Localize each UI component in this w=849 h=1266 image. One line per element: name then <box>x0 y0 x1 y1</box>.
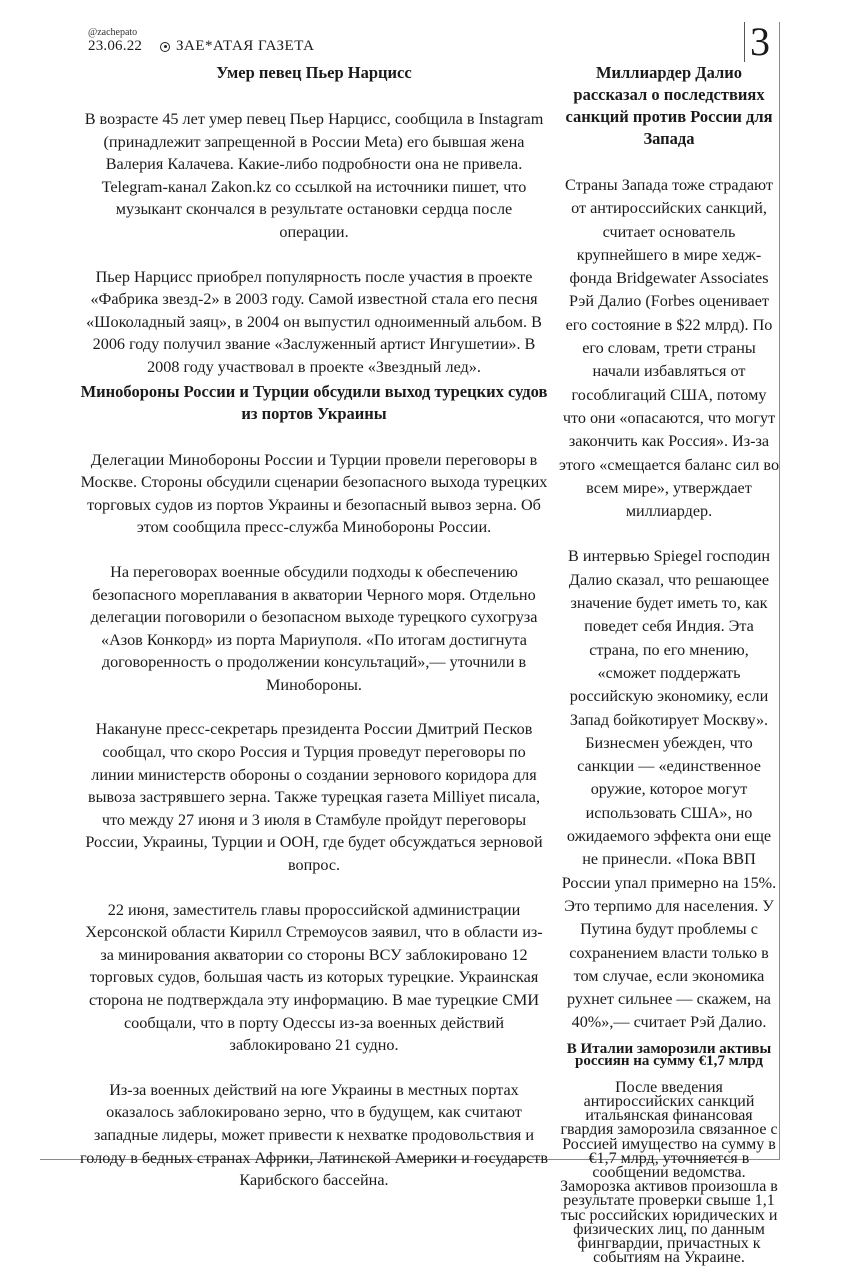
page-number: 3 <box>750 19 770 64</box>
article-paragraph: Страны Запада тоже страдают от антироссийских санкций, считает основатель крупнейшего в мире хедж-фонда Bridgewater Associates Рэй Далио (Forbes оценивает его состояние в $22 млрд). По его словам, трети страны начали избавляться от гособлигаций США, потому что они «опасаются, что могут закончить как Россия». Из-за этого «смещается баланс сил во всем мире», утверждает миллиардер. <box>558 176 780 521</box>
target-icon <box>160 42 170 52</box>
page-number-divider <box>744 22 745 62</box>
article-headline: Минобороны России и Турции обсудили выход турецких судов из портов Украины <box>80 381 548 423</box>
article-paragraph: Накануне пресс-секретарь президента России Дмитрий Песков сообщал, что скоро Россия и Турция проведут переговоры по линии министерств обороны о создании зернового коридора для вывоза застрявшего зерна. Также турецкая газета Milliyet писала, что между 27 июня и 3 июля в Стамбуле пройдут переговоры России, Украины, Турции и ООН, где будет обсуждаться зерновой вопрос. <box>85 720 543 875</box>
article-paragraph: Пьер Нарцисс приобрел популярность после участия в проекте «Фабрика звезд-2» в 2003 году. Самой известной стала его песня «Шоколадный заяц», в 2004 он выпустил одноименный альбом. В 2006 году получил звание «Заслуженный артист Ингушетии». В 2008 году участвовал в проекте «Звездный лед». <box>86 267 542 376</box>
article-paragraph: Делегации Минобороны России и Турции провели переговоры в Москве. Стороны обсудили сценарии безопасного выхода турецких торговых судов из портов Украины и безопасный вывоз зерна. Об этом сообщила пресс-служба Минобороны России. <box>80 450 548 537</box>
article-paragraph: 22 июня, заместитель главы пророссийской администрации Херсонской области Кирилл Стремоусов заявил, что в области из-за минирования акватории со стороны ВСУ заблокировано 12 торговых судов, большая часть из которых турецкие. Украинская сторона не подтверждала эту информацию. В мае турецкие СМИ сообщали, что в порту Одессы из-за военных действий заблокировано 21 судно. <box>85 900 543 1055</box>
left-column <box>80 62 548 1192</box>
article-headline: Умер певец Пьер Нарцисс <box>216 63 412 82</box>
article-paragraph: После введения антироссийских санкций итальянская финансовая гвардия заморозила связанное с Россией имущество на сумму в €1,7 млрд, уточняется в сообщении ведомства. Заморозка активов произошла в результате проверки свыше 1,1 тыс российских юридических и физических лиц, по данным фингвардии, причастных к событиям на Украине. <box>560 1078 778 1266</box>
header-date: 23.06.22 <box>88 38 143 54</box>
right-column <box>558 62 780 1265</box>
article-paragraph: В возрасте 45 лет умер певец Пьер Нарцисс, сообщила в Instagram (принадлежит запрещенной в России Meta) его бывшая жена Валерия Калачева. Какие-либо подробности она не привела. Telegram-канал Zakon.kz со ссылкой на источники пишет, что музыкант скончался в результате остановки сердца после операции. <box>84 110 544 241</box>
newspaper-logo <box>160 38 314 55</box>
article-headline: Миллиардер Далио рассказал о последствиях санкций против России для Запада <box>565 63 773 148</box>
header-handle: @zachepato <box>88 27 138 38</box>
article-headline: В Италии заморозили активы россиян на сумму €1,7 млрд <box>566 1040 772 1069</box>
article-paragraph: На переговорах военные обсудили подходы к обеспечению безопасного мореплавания в акватории Черного моря. Отдельно делегации поговорили о безопасном выходе турецкого сухогруза «Азов Конкорд» из порта Мариуполя. «По итогам достигнута договоренность о продолжении консультаций»,— уточнили в Минобороны. <box>90 562 538 694</box>
newspaper-name: ЗАЕ*АТАЯ ГАЗЕТА <box>176 38 315 54</box>
article-paragraph: В интервью Spiegel господин Далио сказал, что решающее значение будет иметь то, как поведет себя Индия. Эта страна, по его мнению, «сможет поддержать российскую экономику, если Запад бойкотирует Москву». Бизнесмен убежден, что санкции — «единственное оружие, которое могут использовать США», но ожидаемого эффекта они еще не принесли. «Пока ВВП России упал примерно на 15%. Это терпимо для населения. У Путина будут проблемы с сохранением власти только в том случае, если экономика рухнет сильнее — скажем, на 40%»,— считает Рэй Далио. <box>561 547 777 1032</box>
article-paragraph: Из-за военных действий на юге Украины в местных портах оказалось заблокировано зерно, что в будущем, как считают западные лидеры, может привести к нехватке продовольствия и голоду в бедных странах Африки, Латинской Америки и государств Карибского бассейна. <box>80 1080 548 1190</box>
